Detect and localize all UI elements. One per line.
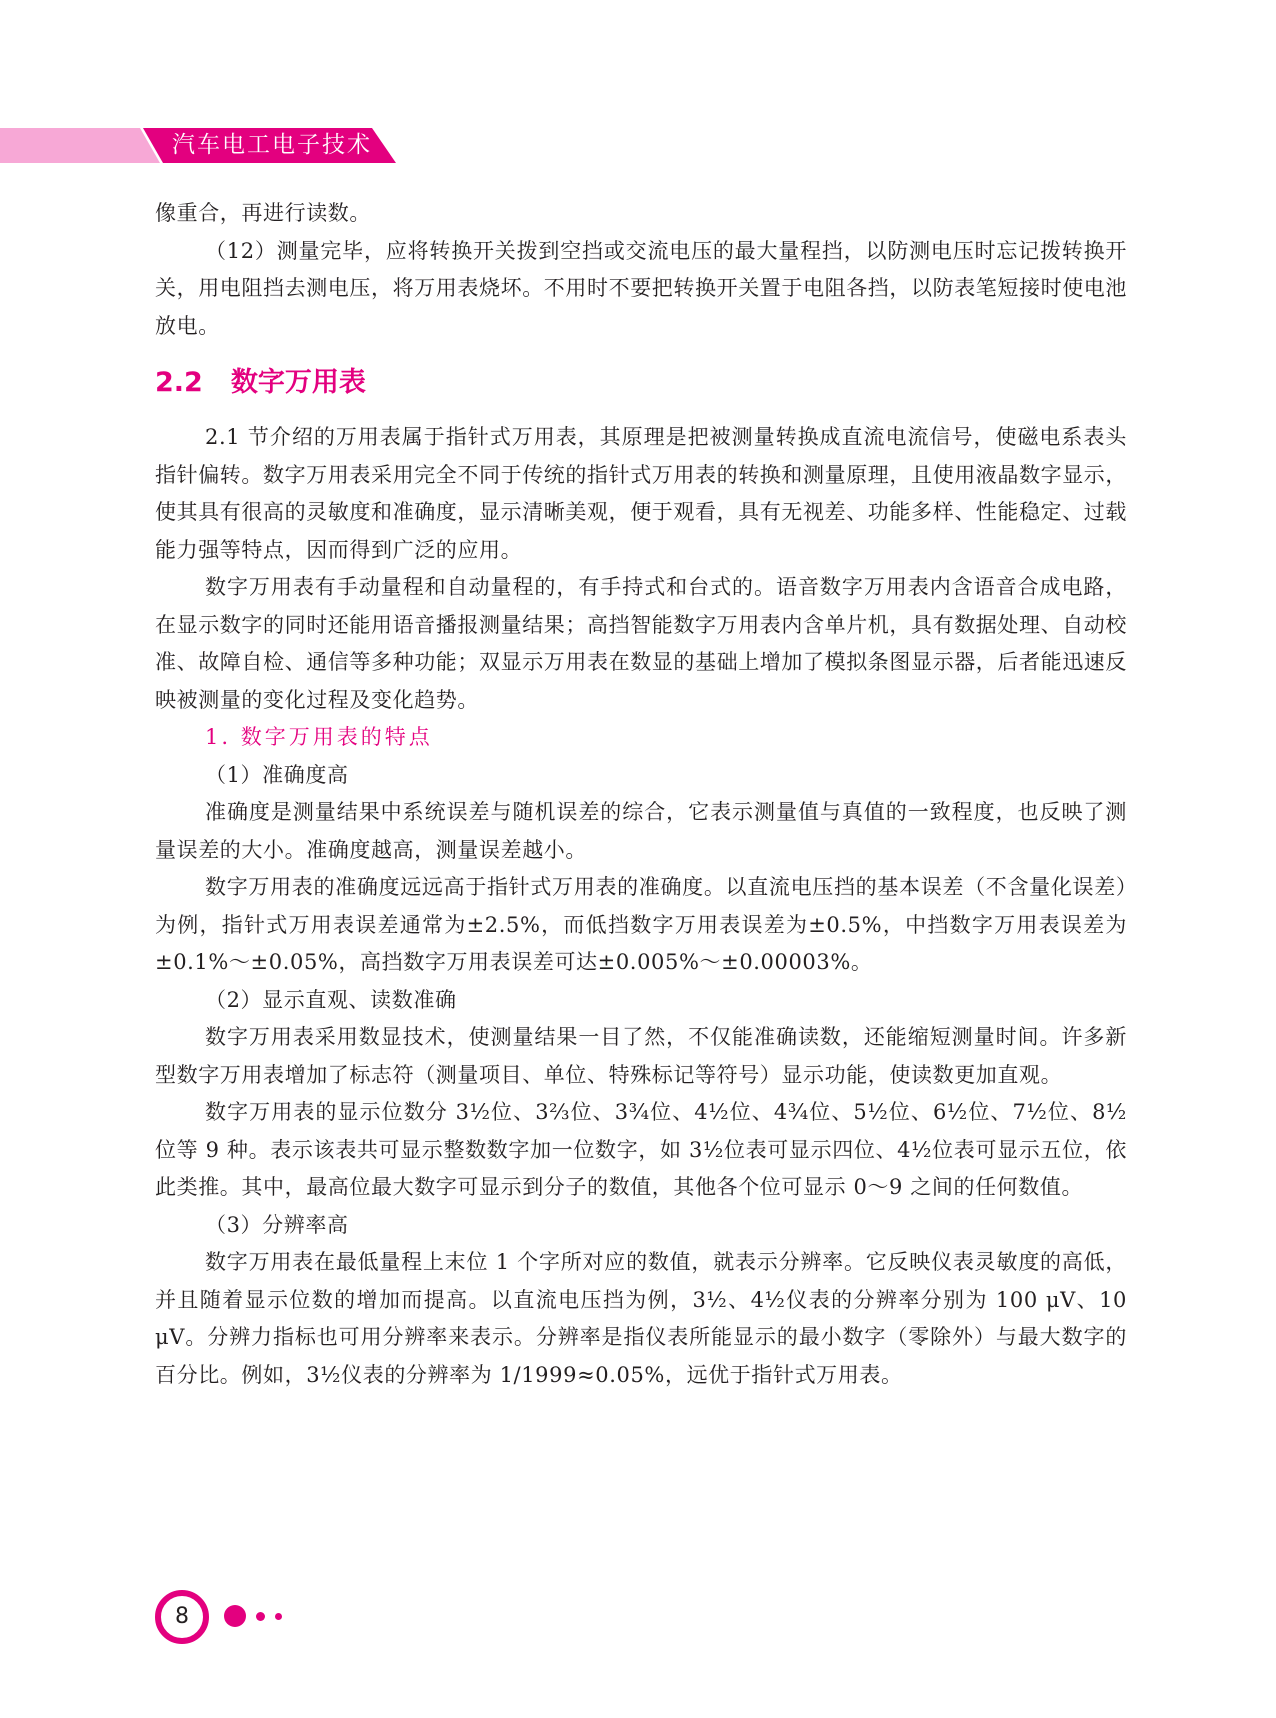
paragraph-accuracy-2: 数字万用表的准确度远远高于指针式万用表的准确度。以直流电压挡的基本误差（不含量化误差）为例，指针式万用表误差通常为±2.5%，而低挡数字万用表误差为±0.5%，中挡数字万用表误差为±0.1%～±0.05%，高挡数字万用表误差可达±0.005%～±0.00003%。 bbox=[155, 875, 1127, 974]
paragraph-resolution: 数字万用表在最低量程上末位 1 个字所对应的数值，就表示分辨率。它反映仪表灵敏度的高低，并且随着显示位数的增加而提高。以直流电压挡为例，3½、4½仪表的分辨率分别为 100 μV、10 μV。分辨力指标也可用分辨率来表示。分辨率是指仪表所能显示的最小数字（零除外）与最大数字的百分比。例如，3½仪表的分辨率为 1/1999≈0.05%，远优于指针式万用表。 bbox=[155, 1250, 1127, 1387]
item-heading-resolution: （3）分辨率高 bbox=[205, 1212, 349, 1237]
page-number: 8 bbox=[175, 1604, 189, 1629]
paragraph-display-1: 数字万用表采用数显技术，使测量结果一目了然，不仅能准确读数，还能缩短测量时间。许多新型数字万用表增加了标志符（测量项目、单位、特殊标记等符号）显示功能，使读数更加直观。 bbox=[155, 1025, 1127, 1087]
item-heading-accuracy: （1）准确度高 bbox=[205, 762, 349, 787]
item-heading-display: （2）显示直观、读数准确 bbox=[205, 987, 457, 1012]
section-heading bbox=[155, 363, 1127, 403]
running-header-title: 汽车电工电子技术 bbox=[172, 132, 372, 158]
paragraph-intro-2: 数字万用表有手动量程和自动量程的，有手持式和台式的。语音数字万用表内含语音合成电路，在显示数字的同时还能用语音播报测量结果；高挡智能数字万用表内含单片机，具有数据处理、自动校准、故障自检、通信等多种功能；双显示万用表在数显的基础上增加了模拟条图显示器，后者能迅速反映被测量的变化过程及变化趋势。 bbox=[155, 575, 1127, 712]
paragraph-display-2: 数字万用表的显示位数分 3½位、3⅔位、3¾位、4½位、4¾位、5½位、6½位、7½位、8½位等 9 种。表示该表共可显示整数数字加一位数字，如 3½位表可显示四位、4½位表可显示五位，依此类推。其中，最高位最大数字可显示到分子的数值，其他各个位可显示 0～9 之间的任何数值。 bbox=[155, 1100, 1127, 1199]
subsection-heading: 1. 数字万用表的特点 bbox=[205, 725, 433, 749]
section-title: 数字万用表 bbox=[230, 367, 366, 398]
paragraph-continued: 像重合，再进行读数。 bbox=[155, 201, 371, 225]
decorative-dot-small bbox=[275, 1613, 282, 1620]
section-number: 2.2 bbox=[155, 367, 203, 398]
page-body bbox=[155, 195, 1127, 1394]
paragraph-accuracy-1: 准确度是测量结果中系统误差与随机误差的综合，它表示测量值与真值的一致程度，也反映了测量误差的大小。准确度越高，测量误差越小。 bbox=[155, 800, 1127, 862]
decorative-dot-medium bbox=[256, 1612, 265, 1621]
decorative-dot-large bbox=[224, 1605, 246, 1627]
paragraph-step-12: （12）测量完毕，应将转换开关拨到空挡或交流电压的最大量程挡，以防测电压时忘记拨转换开关，用电阻挡去测电压，将万用表烧坏。不用时不要把转换开关置于电阻各挡，以防表笔短接时使电池放电。 bbox=[155, 238, 1127, 338]
paragraph-intro-1: 2.1 节介绍的万用表属于指针式万用表，其原理是把被测量转换成直流电流信号，使磁电系表头指针偏转。数字万用表采用完全不同于传统的指针式万用表的转换和测量原理，且使用液晶数字显示，使其具有很高的灵敏度和准确度，显示清晰美观，便于观看，具有无视差、功能多样、性能稳定、过载能力强等特点，因而得到广泛的应用。 bbox=[155, 425, 1127, 562]
